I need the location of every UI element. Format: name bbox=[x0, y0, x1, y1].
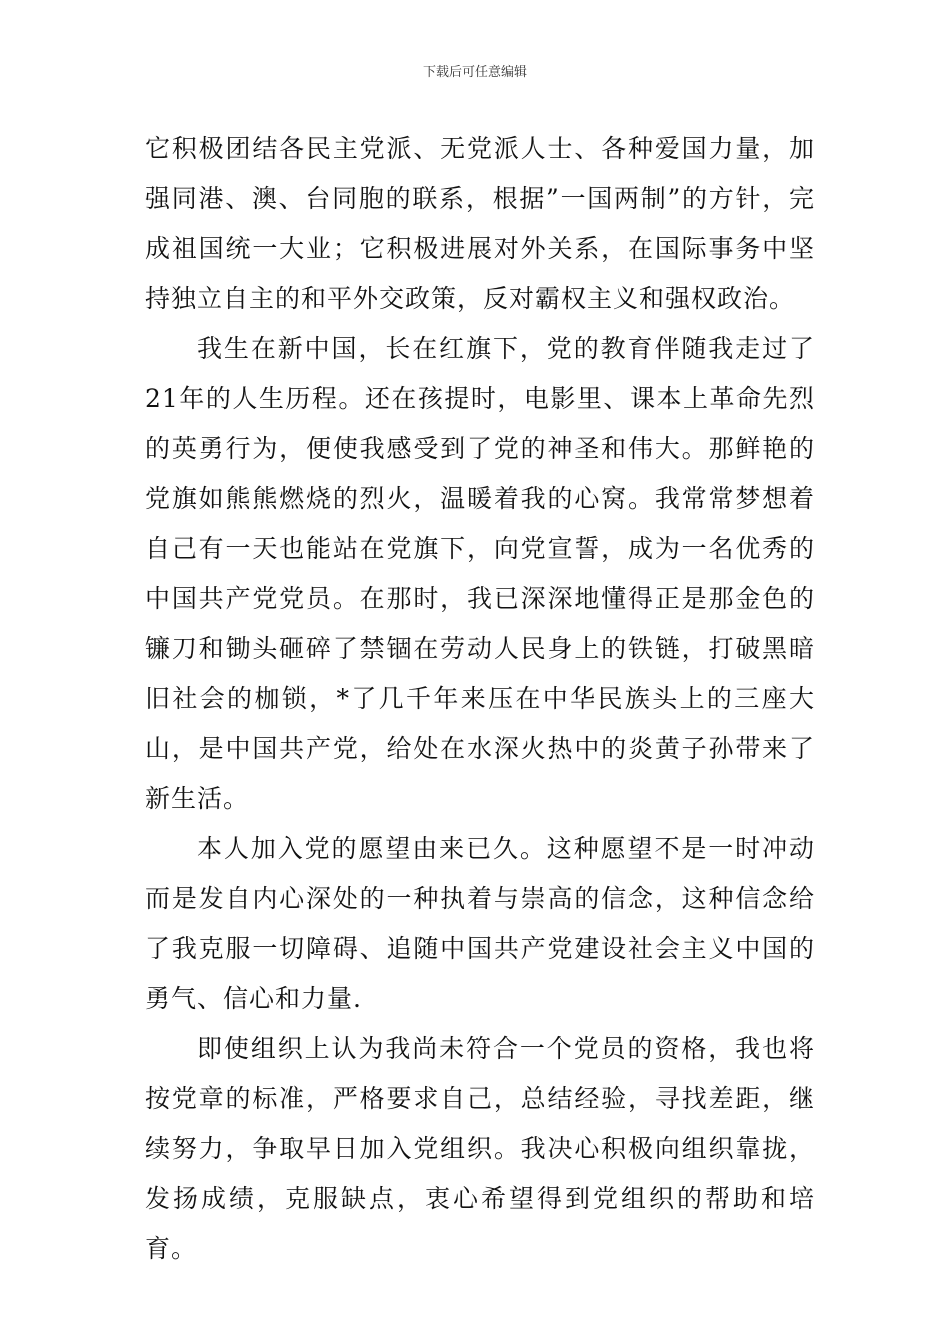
document-body bbox=[145, 124, 815, 1274]
paragraph-continuation: 它积极团结各民主党派、无党派人士、各种爱国力量，加强同港、澳、台同胞的联系，根据”一国两制”的方针，完成祖国统一大业；它积极进展对外关系，在国际事务中坚持独立自主的和平外交政策，反对霸权主义和强权政治。 bbox=[145, 134, 815, 313]
paragraph-commitment: 即使组织上认为我尚未符合一个党员的资格，我也将按党章的标准，严格要求自己，总结经验，寻找差距，继续努力，争取早日加入党组织。我决心积极向组织靠拢，发扬成绩，克服缺点，衷心希望得到党组织的帮助和培育。 bbox=[145, 1034, 815, 1263]
page-header: 下载后可任意编辑 bbox=[422, 65, 527, 80]
paragraph-aspiration: 本人加入党的愿望由来已久。这种愿望不是一时冲动而是发自内心深处的一种执着与崇高的信念，这种信念给了我克服一切障碍、追随中国共产党建设社会主义中国的勇气、信心和力量. bbox=[145, 834, 815, 1013]
paragraph-childhood: 我生在新中国，长在红旗下，党的教育伴随我走过了21年的人生历程。还在孩提时，电影里、课本上革命先烈的英勇行为，便使我感受到了党的神圣和伟大。那鲜艳的党旗如熊熊燃烧的烈火，温暖着我的心窝。我常常梦想着自己有一天也能站在党旗下，向党宣誓，成为一名优秀的中国共产党党员。在那时，我已深深地懂得正是那金色的镰刀和锄头砸碎了禁锢在劳动人民身上的铁链，打破黑暗旧社会的枷锁，*了几千年来压在中华民族头上的三座大山，是中国共产党，给处在水深火热中的炎黄子孙带来了新生活。 bbox=[145, 334, 815, 813]
